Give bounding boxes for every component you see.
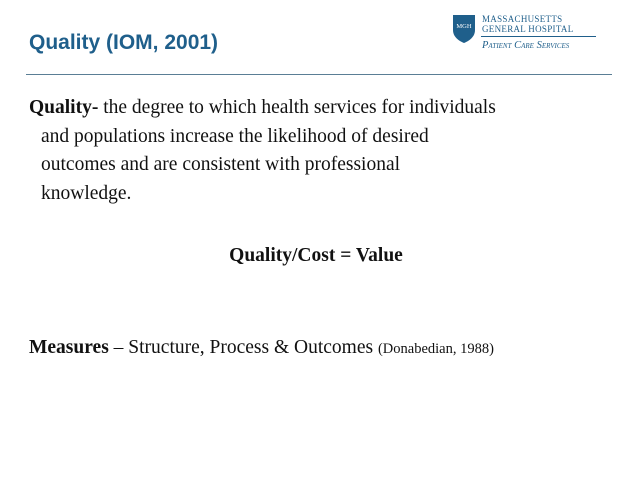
quality-definition bbox=[29, 94, 614, 208]
measures-citation: (Donabedian, 1988) bbox=[377, 341, 494, 357]
logo-tagline: Patient Care Services bbox=[482, 40, 570, 51]
definition-line-4: knowledge. bbox=[41, 182, 132, 204]
measures-text: – Structure, Process & Outcomes bbox=[108, 337, 378, 358]
logo-line-2: GENERAL HOSPITAL bbox=[482, 24, 574, 34]
measures-term: Measures bbox=[29, 337, 109, 358]
logo-divider bbox=[481, 36, 596, 37]
logo-line-1: MASSACHUSETTS bbox=[482, 14, 563, 24]
measures-line bbox=[29, 337, 494, 359]
shield-label: MGH bbox=[456, 23, 472, 30]
shield-icon bbox=[452, 14, 476, 44]
definition-line-3: outcomes and are consistent with professional bbox=[41, 154, 401, 175]
mgh-logo bbox=[452, 14, 602, 60]
definition-text-1: the degree to which health services for individuals bbox=[98, 97, 496, 118]
header-divider bbox=[26, 74, 612, 75]
definition-term: Quality- bbox=[29, 97, 99, 118]
definition-line-1 bbox=[29, 94, 614, 123]
definition-line-2: and populations increase the likelihood of desired bbox=[41, 125, 429, 147]
value-formula bbox=[0, 245, 638, 267]
formula-text: Quality/Cost = Value bbox=[229, 245, 403, 266]
slide-title: Quality (IOM, 2001) bbox=[29, 31, 219, 54]
